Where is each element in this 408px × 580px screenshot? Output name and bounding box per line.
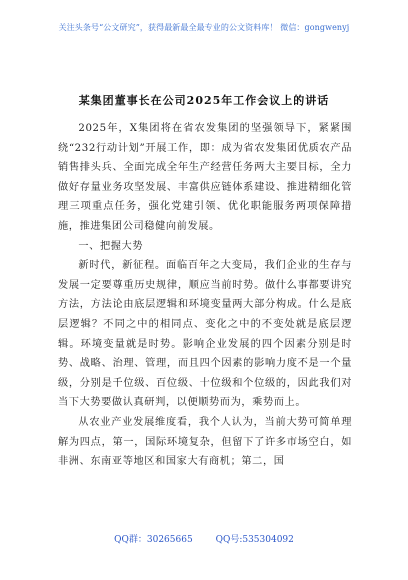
document-title: 某集团董事长在公司2025年工作会议上的讲话 (78, 94, 330, 107)
footer-qq-group: QQ群：30265665 (114, 535, 193, 545)
paragraph-industry: 从农业产业发展维度看，我个人认为，当前大势可简单理解为四点，第一，国际环境复杂，但留下了许多市场空白，如非洲、东南亚等地区和国家大有商机；第二，国 (58, 416, 352, 468)
section-heading: 一、把握大势 (78, 240, 144, 252)
header-banner: 关注头条号“公文研究”，获得最新最全最专业的公文资料库！ 微信：gongwenyj (58, 23, 350, 32)
document-body (58, 119, 352, 472)
paragraph-intro: 2025年，X集团将在省农发集团的坚强领导下，紧紧围绕“232行动计划”开展工作，即：成为省农发集团优质农产品销售排头兵、全面完成全年生产经营任务两大主要目标，全力做好存量业务攻坚发展、丰富供应链体系建设、推进精细化管理三项重点任务，强化党建引领、优化职能服务两项保障措施，推进集团公司稳健向前发展。 (58, 123, 352, 232)
paragraph-trend: 新时代，新征程。面临百年之大变局，我们企业的生存与发展一定要尊重历史规律，顺应当前时势。做什么事都要讲究方法，方法论由底层逻辑和环境变量两大部分构成。什么是底层逻辑？不同之中的相同点、变化之中的不变处就是底层逻辑。环境变量就是时势。影响企业发展的四个因素分别是时势、战略、治理、管理，而且四个因素的影响力度不是一个量级，分别是千位级、百位级、十位级和个位级的，因此我们对当下大势要做认真研判，以便顺势而为，乘势而上。 (58, 260, 352, 409)
footer (0, 532, 408, 545)
footer-qq-number: QQ号:535304092 (215, 535, 294, 545)
